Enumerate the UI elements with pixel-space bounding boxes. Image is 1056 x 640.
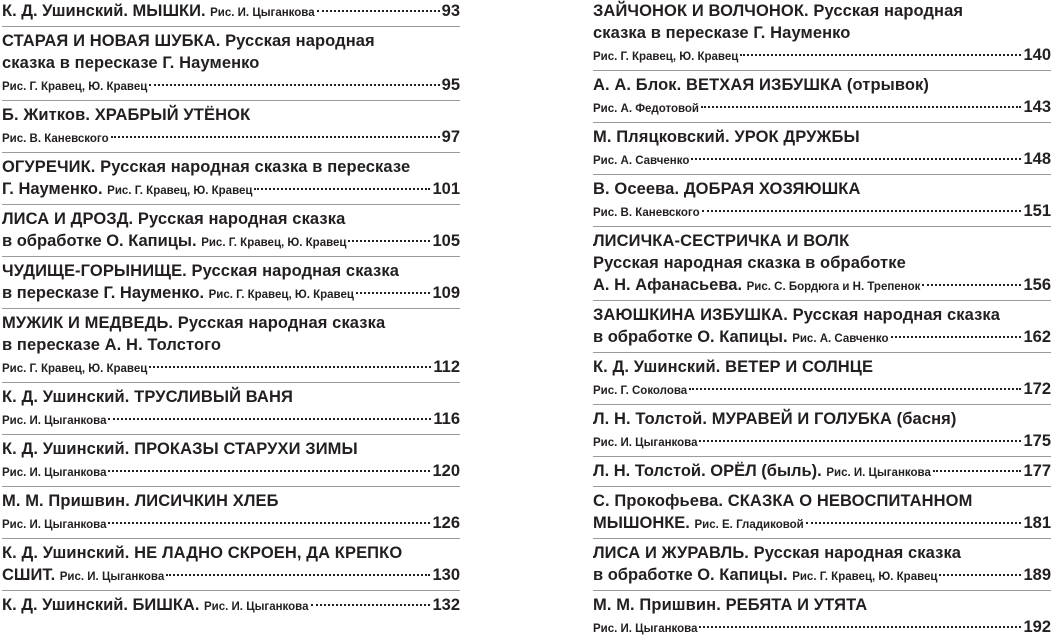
toc-divider [593,300,1051,301]
toc-page-number: 105 [432,232,460,250]
toc-page-number: 151 [1023,202,1051,220]
toc-entry-title-line: в пересказе Г. Науменко. [2,284,205,302]
toc-entry-illustrator: Рис. Г. Кравец, Ю. Кравец [792,571,938,583]
toc-entry-illustrator: Рис. И. Цыганкова [59,571,165,583]
toc-entry[interactable] [593,74,1051,120]
toc-entry-leader-row [593,274,1051,298]
toc-entry-leader-row [593,326,1051,350]
toc-entry[interactable] [593,0,1051,68]
toc-dot-leader [939,574,1021,576]
toc-dot-leader [149,84,439,86]
toc-entry-title-line: в обработке О. Капицы. [2,232,197,250]
toc-divider [2,256,460,257]
toc-dot-leader [689,388,1021,390]
toc-page-number: 101 [432,180,460,198]
toc-entry-illustrator: Рис. И. Цыганкова [593,623,698,635]
toc-entry[interactable] [593,594,1051,640]
toc-dot-leader [348,240,430,242]
toc-divider [2,152,460,153]
toc-entry[interactable] [2,156,460,202]
toc-page-number: 143 [1023,98,1051,116]
toc-entry-title-line: К. Д. Ушинский. НЕ ЛАДНО СКРОЕН, ДА КРЕПКО [2,544,403,562]
toc-page-number: 97 [441,128,460,146]
toc-divider [2,538,460,539]
toc-page-number: 172 [1023,380,1051,398]
toc-entry[interactable] [593,408,1051,454]
toc-dot-leader [149,366,431,368]
toc-entry-leader-row [2,408,460,432]
toc-entry-title-line: ЧУДИЩЕ-ГОРЫНИЩЕ. Русская народная сказка [2,262,399,280]
toc-entry-leader-row [593,564,1051,588]
toc-dot-leader [806,522,1022,524]
toc-entry[interactable] [2,542,460,588]
toc-entry-title-line: ОГУРЕЧИК. Русская народная сказка в пересказе [2,158,411,176]
toc-entry-title-line: МЫШОНКЕ. [593,514,690,532]
toc-entry-title-line: С. Прокофьева. СКАЗКА О НЕВОСПИТАННОМ [593,492,973,510]
toc-page-number: 148 [1023,150,1051,168]
toc-divider [593,352,1051,353]
toc-dot-leader [699,626,1021,628]
toc-dot-leader [702,210,1022,212]
toc-entry-illustrator: Рис. И. Цыганкова [826,467,931,479]
toc-entry-illustrator: Рис. А. Савченко [593,155,690,167]
toc-dot-leader [740,54,1021,56]
toc-entry-illustrator: Рис. А. Федотовой [593,103,699,115]
toc-entry-illustrator: Рис. А. Савченко [792,333,889,345]
toc-page-number: 109 [432,284,460,302]
toc-entry[interactable] [593,230,1051,298]
toc-dot-leader [933,470,1022,472]
toc-entry-leader-row [2,356,460,380]
toc-entry-title-line: ЗАЙЧОНОК И ВОЛЧОНОК. Русская народная [593,2,964,20]
toc-entry-title-line: К. Д. Ушинский. ТРУСЛИВЫЙ ВАНЯ [2,388,293,406]
toc-page-number: 181 [1023,514,1051,532]
toc-entry-title-line: ЛИСИЧКА-СЕСТРИЧКА И ВОЛК [593,232,850,250]
toc-entry-illustrator: Рис. В. Каневского [2,133,109,145]
toc-entry-title-line: в обработке О. Капицы. [593,328,788,346]
toc-page-number: 192 [1023,618,1051,636]
toc-divider [593,538,1051,539]
toc-entry-title-line: Б. Житков. ХРАБРЫЙ УТЁНОК [2,106,251,124]
toc-entry-illustrator: Рис. Г. Кравец, Ю. Кравец [201,237,347,249]
toc-page-number: 93 [441,2,460,20]
toc-entry-title-line: В. Осеева. ДОБРАЯ ХОЗЯЮШКА [593,180,861,198]
toc-entry-title-line: Л. Н. Толстой. ОРЁЛ (быль). [593,462,822,480]
toc-entry-title-line: К. Д. Ушинский. ПРОКАЗЫ СТАРУХИ ЗИМЫ [2,440,358,458]
toc-entry-title-line: СШИТ. [2,566,56,584]
toc-entry-leader-row [593,512,1051,536]
toc-entry-title-line: СТАРАЯ И НОВАЯ ШУБКА. Русская народная [2,32,375,50]
toc-entry-leader-row [2,594,460,618]
toc-entry[interactable] [2,386,460,432]
toc-dot-leader [108,418,431,420]
toc-entry-title-line: Л. Н. Толстой. МУРАВЕЙ И ГОЛУБКА (басня) [593,410,957,428]
toc-entry-leader-row [593,44,1051,68]
toc-entry[interactable] [2,594,460,618]
toc-entry-title-line: М. Пляцковский. УРОК ДРУЖБЫ [593,128,860,146]
toc-divider [2,26,460,27]
toc-entry-title-line: К. Д. Ушинский. МЫШКИ. [2,2,206,20]
toc-dot-leader [311,604,431,606]
toc-page-number: 140 [1023,46,1051,64]
toc-entry[interactable] [2,260,460,306]
toc-dot-leader [699,440,1021,442]
toc-dot-leader [111,136,440,138]
toc-divider [2,434,460,435]
toc-entry-illustrator: Рис. И. Цыганкова [2,415,107,427]
toc-entry[interactable] [593,490,1051,536]
toc-entry-leader-row [593,148,1051,172]
toc-dot-leader [108,470,430,472]
toc-entry-illustrator: Рис. Г. Кравец, Ю. Кравец [2,81,148,93]
toc-entry[interactable] [2,30,460,98]
toc-divider [593,70,1051,71]
toc-entry-illustrator: Рис. Г. Кравец, Ю. Кравец [208,289,354,301]
toc-entry-title-line: сказка в пересказе Г. Науменко [2,54,260,72]
toc-divider [593,456,1051,457]
toc-page-number: 126 [432,514,460,532]
toc-entry-illustrator: Рис. И. Цыганкова [210,7,315,19]
toc-entry-illustrator: Рис. Г. Кравец, Ю. Кравец [107,185,253,197]
toc-entry-leader-row [2,178,460,202]
toc-entry-leader-row [593,616,1051,640]
toc-divider [593,404,1051,405]
toc-dot-leader [166,574,430,576]
toc-divider [2,382,460,383]
toc-entry-title-line: Русская народная сказка в обработке [593,254,906,272]
toc-entry-illustrator: Рис. В. Каневского [593,207,700,219]
toc-column-right [593,0,1051,640]
toc-entry-illustrator: Рис. Г. Кравец, Ю. Кравец [2,363,148,375]
toc-divider [2,204,460,205]
toc-entry-illustrator: Рис. С. Бордюга и Н. Трепенок [746,281,921,293]
toc-divider [593,486,1051,487]
toc-dot-leader [254,188,430,190]
toc-entry-illustrator: Рис. И. Цыганкова [593,437,698,449]
toc-entry-illustrator: Рис. И. Цыганкова [204,601,309,613]
toc-entry-title-line: М. М. Пришвин. РЕБЯТА И УТЯТА [593,596,868,614]
toc-entry-leader-row [2,74,460,98]
toc-page-number: 112 [433,358,460,376]
toc-page-number: 177 [1023,462,1051,480]
toc-entry[interactable] [593,460,1051,484]
toc-entry-leader-row [593,200,1051,224]
toc-entry-title-line: сказка в пересказе Г. Науменко [593,24,851,42]
toc-divider [593,226,1051,227]
toc-page-number: 132 [432,596,460,614]
toc-entry-title-line: М. М. Пришвин. ЛИСИЧКИН ХЛЕБ [2,492,279,510]
toc-entry-leader-row [593,460,1051,484]
toc-divider [593,174,1051,175]
toc-divider [2,100,460,101]
toc-entry-title-line: А. Н. Афанасьева. [593,276,743,294]
toc-divider [2,590,460,591]
toc-dot-leader [701,106,1021,108]
toc-dot-leader [691,158,1021,160]
toc-column-left [2,0,460,618]
toc-entry[interactable] [2,438,460,484]
toc-entry[interactable] [2,104,460,150]
toc-entry[interactable] [2,208,460,254]
toc-entry-leader-row [2,0,460,24]
toc-entry-leader-row [593,378,1051,402]
toc-entry-illustrator: Рис. И. Цыганкова [2,467,107,479]
toc-dot-leader [108,522,430,524]
toc-page-number: 130 [432,566,460,584]
toc-entry[interactable] [2,490,460,536]
toc-entry-leader-row [593,96,1051,120]
toc-entry-title-line: А. А. Блок. ВЕТХАЯ ИЗБУШКА (отрывок) [593,76,929,94]
toc-entry-leader-row [2,230,460,254]
toc-page-number: 162 [1023,328,1051,346]
toc-entry-title-line: Г. Науменко. [2,180,103,198]
toc-entry-leader-row [2,282,460,306]
toc-entry-leader-row [2,564,460,588]
toc-entry[interactable] [593,542,1051,588]
toc-entry-illustrator: Рис. Е. Гладиковой [694,519,804,531]
toc-divider [2,308,460,309]
toc-entry-illustrator: Рис. Г. Кравец, Ю. Кравец [593,51,739,63]
toc-entry[interactable] [2,0,460,24]
toc-entry-title-line: К. Д. Ушинский. ВЕТЕР И СОЛНЦЕ [593,358,874,376]
toc-entry[interactable] [593,356,1051,402]
toc-page-number: 95 [441,76,460,94]
toc-dot-leader [891,336,1022,338]
toc-page-number: 116 [433,410,460,428]
toc-entry-title-line: в пересказе А. Н. Толстого [2,336,222,354]
toc-page-number: 175 [1023,432,1051,450]
toc-entry-illustrator: Рис. Г. Соколова [593,385,688,397]
toc-entry-leader-row [2,126,460,150]
toc-entry[interactable] [593,178,1051,224]
toc-entry-leader-row [2,460,460,484]
toc-entry-title-line: К. Д. Ушинский. БИШКА. [2,596,200,614]
toc-entry-illustrator: Рис. И. Цыганкова [2,519,107,531]
toc-page-number: 120 [432,462,460,480]
toc-entry[interactable] [2,312,460,380]
toc-entry-title-line: ЛИСА И ДРОЗД. Русская народная сказка [2,210,346,228]
toc-page-number: 189 [1023,566,1051,584]
toc-entry-leader-row [2,512,460,536]
toc-entry[interactable] [593,126,1051,172]
toc-dot-leader [922,284,1021,286]
toc-entry-leader-row [593,430,1051,454]
toc-divider [593,590,1051,591]
toc-entry-title-line: МУЖИК И МЕДВЕДЬ. Русская народная сказка [2,314,386,332]
toc-dot-leader [356,292,431,294]
toc-entry[interactable] [593,304,1051,350]
toc-dot-leader [317,10,440,12]
toc-entry-title-line: ЛИСА И ЖУРАВЛЬ. Русская народная сказка [593,544,962,562]
toc-entry-title-line: в обработке О. Капицы. [593,566,788,584]
toc-page-number: 156 [1023,276,1051,294]
toc-divider [2,486,460,487]
toc-divider [593,122,1051,123]
toc-entry-title-line: ЗАЮШКИНА ИЗБУШКА. Русская народная сказка [593,306,1001,324]
